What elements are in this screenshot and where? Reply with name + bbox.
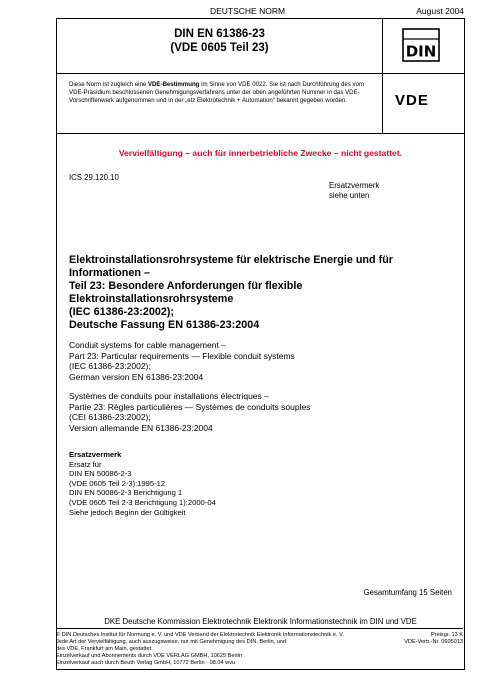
german-title: Elektroinstallationsrohrsysteme für elektrische Energie und für Informationen – Teil 23: Besondere Anforderungen für flexible Elektroinstallationsrohrsysteme (IEC 61386-23:2002); Deutsche Fassung EN 61386-23:2004 <box>69 254 394 331</box>
copy-prohibition-notice: Vervielfältigung – auch für innerbetriebliche Zwecke – nicht gestattet. <box>118 148 403 158</box>
vde-logo: VDE <box>395 92 429 109</box>
footer-divider <box>56 628 463 629</box>
french-title: Systèmes de conduits pour installations électriques – Partie 23: Règles particulières — Systèmes de conduits souples (CEI 61386-23:2002); Version allemande EN 61386-23:2004 <box>69 391 311 433</box>
total-page-count: Gesamtumfang 15 Seiten <box>363 588 452 597</box>
standard-number: DIN EN 61386-23 <box>174 28 265 40</box>
replacement-notice: Ersatzvermerk Ersatz für DIN EN 50086-2-3 (VDE 0605 Teil 2-3):1995-12 DIN EN 50086-2-3 Berichtigung 1 (VDE 0605 Teil 2-3 Berichtigung 1):2000-04 Siehe jedoch Beginn der Gültigkeit <box>69 450 369 517</box>
price-group: Preisgr. 13 K <box>430 632 463 638</box>
price-info <box>404 632 463 646</box>
standard-header <box>57 19 464 74</box>
title-page-frame <box>56 18 465 670</box>
ics-code: ICS 29.120.10 <box>69 173 119 182</box>
order-number: VDE-Vertr.-Nr. 0605013 <box>404 639 463 645</box>
standard-number-block <box>57 27 382 55</box>
vde-note-row <box>57 73 464 134</box>
copyright-footer: © DIN Deutsches Institut für Normung e. V. und VDE Verband der Elektrotechnik Elektronik Informationstechnik e. V. Jede Art der Vervielfältigung, auch auszugsweise, nur mit Genehmigung des DIN, Berlin, und des VDE, Frankfurt am Main, gestattet. Einzelverkauf und Abonnements durch VDE VERLAG GMBH, 10625 Berlin Einzelverkauf auch durch Beuth Verlag GmbH, 10772 Berlin · 08.04 wvu <box>56 632 344 666</box>
replacement-heading: Ersatzvermerk <box>69 450 122 459</box>
header-divider <box>382 19 383 73</box>
vde-regulation-note: Diese Norm ist zugleich eine VDE-Bestimmung im Sinne von VDE 0022. Sie ist nach Durchführung des vom VDE-Präsidium beschlossenen Genehmigungsverfahrens unter der oben angeführten Nummer in das VDE-Vorschriftenwerk aufgenommen und in der „etz Elektrotechnik + Automation“ bekannt gegeben worden. <box>69 81 365 104</box>
din-logo-text: DIN <box>405 42 437 61</box>
norm-type-label: DEUTSCHE NORM <box>209 6 286 16</box>
dke-committee-line: DKE Deutsche Kommission Elektrotechnik Elektronik Informationstechnik im DIN und VDE <box>104 617 417 626</box>
vde-classification: (VDE 0605 Teil 23) <box>170 42 269 54</box>
din-logo-icon <box>402 28 440 62</box>
header-divider <box>382 73 383 133</box>
replacement-reference: Ersatzvermerk siehe unten <box>329 181 380 200</box>
publication-date: August 2004 <box>416 6 464 16</box>
english-title: Conduit systems for cable management – Part 23: Particular requirements — Flexible conduit systems (IEC 61386-23:2002); German version EN 61386-23:2004 <box>69 340 295 382</box>
